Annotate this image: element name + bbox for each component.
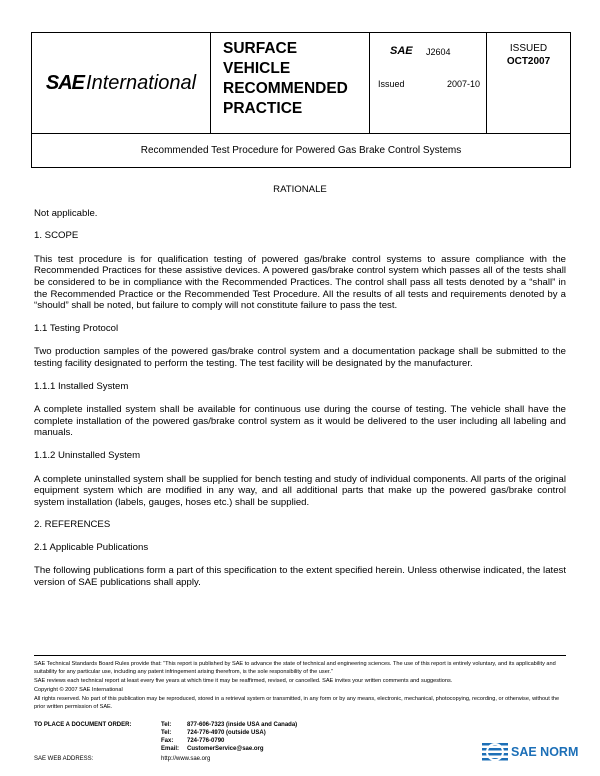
contact-value: 724-776-4970 (outside USA) [187,730,266,736]
section-text: Two production samples of the powered gas/brake control system and a documentation package shall be submitted to the testing facility designated to perform the testing. The test facility will be designated by the manufacturer. [34,346,566,369]
footer-paragraph: All rights reserved. No part of this publication may be reproduced, stored in a retrieval system or transmitted, in any form or by any means, electronic, mechanical, photocopying, recording, or otherwise, without the prior written permission of SAE. [34,696,560,710]
doc-number-cell [369,33,486,133]
order-label: TO PLACE A DOCUMENT ORDER: [34,722,132,728]
issued-label: Issued [378,79,405,89]
doc-type-line: VEHICLE [223,60,291,77]
doc-type-cell [210,33,369,133]
doc-type [223,39,348,119]
sae-norm-logo-icon [482,740,508,764]
status-cell [486,33,570,133]
logo-international: International [86,71,197,94]
footer-paragraph: Copyright © 2007 SAE International [34,687,123,693]
logo-sae: SAE [45,71,85,94]
sae-small-logo: SAE [390,45,413,57]
web-link[interactable]: http://www.sae.org [161,756,211,762]
footer-paragraph: SAE reviews each technical report at least every five years at which time it may be reaffirmed, revised, or cancelled. SAE invites your written comments and suggestions. [34,678,453,684]
section-heading: 2.1 Applicable Publications [34,541,149,553]
footer-notices [34,655,566,711]
section-heading: 1.1.1 Installed System [34,380,129,392]
contact-value: 724-776-0790 [187,738,225,744]
contact-label: Tel: [161,730,172,736]
sae-norm-watermark [482,740,578,764]
watermark-text: SAE NORM [511,745,579,759]
issued-date: 2007-10 [447,79,481,89]
section-heading: 2. REFERENCES [34,519,111,531]
section-heading: 1. SCOPE [34,230,79,242]
contact-value: 877-606-7323 (inside USA and Canada) [187,722,298,728]
doc-type-line: PRACTICE [223,100,303,117]
document-title [31,134,571,168]
logo-cell [32,33,210,133]
contact-value[interactable]: CustomerService@sae.org [187,746,264,752]
doc-type-line: SURFACE [223,40,298,57]
contact-label: Fax: [161,738,174,744]
header-table [31,32,571,134]
section-heading: 1.1 Testing Protocol [34,322,119,334]
document-body [34,184,566,589]
rationale-heading: RATIONALE [273,184,327,195]
section-text: The following publications form a part of this specification to the extent specified herein. Unless otherwise indicated, the latest version of SAE publications shall apply. [34,565,566,589]
status-line2: OCT2007 [506,56,551,67]
web-label: SAE WEB ADDRESS: [34,756,94,762]
doc-number: J2604 [426,47,451,57]
document-title-text: Recommended Test Procedure for Powered Gas Brake Control Systems [140,145,462,156]
doc-type-line: RECOMMENDED [223,80,348,97]
status-line1: ISSUED [509,43,548,54]
contact-label: Tel: [161,722,172,728]
rationale-text: Not applicable. [34,207,98,219]
sae-international-logo [46,72,196,95]
section-text: This test procedure is for qualification testing of powered gas/brake control systems to assure compliance with the Recommended Practices for these assistive devices. A powered gas/brake control system which passes all of the tests shall be considered to be in compliance with the Recommended Practices. The control shall pass all tests denoted by a “shall” in the Recommended Practice or the Recommended Test Procedure. All the results of all tests and requirements denoted by a “should” shall be noted, but failure to comply will not constitute failure to pass the test. [34,253,566,312]
contact-label: Email: [161,746,180,752]
section-text: A complete uninstalled system shall be supplied for bench testing and study of individual components. All parts of the original equipment system which are modified in any way, and all additional parts that make up the powered gas/brake control system installation (labels, gauges, hoses etc.) shall be supplied. [34,473,566,508]
footer-paragraph: SAE Technical Standards Board Rules provide that: “This report is published by SAE to advance the state of technical and engineering sciences. The use of this report is entirely voluntary, and its applicability and suitability for any particular use, including any patent infringement arising therefrom, is the sole responsibility of the user.” [34,661,556,675]
section-text: A complete installed system shall be available for continuous use during the course of testing. The vehicle shall have the complete installation of the powered gas/brake control system as it would be delivered to the user including all labeling and manuals. [34,404,566,439]
section-heading: 1.1.2 Uninstalled System [34,449,141,461]
